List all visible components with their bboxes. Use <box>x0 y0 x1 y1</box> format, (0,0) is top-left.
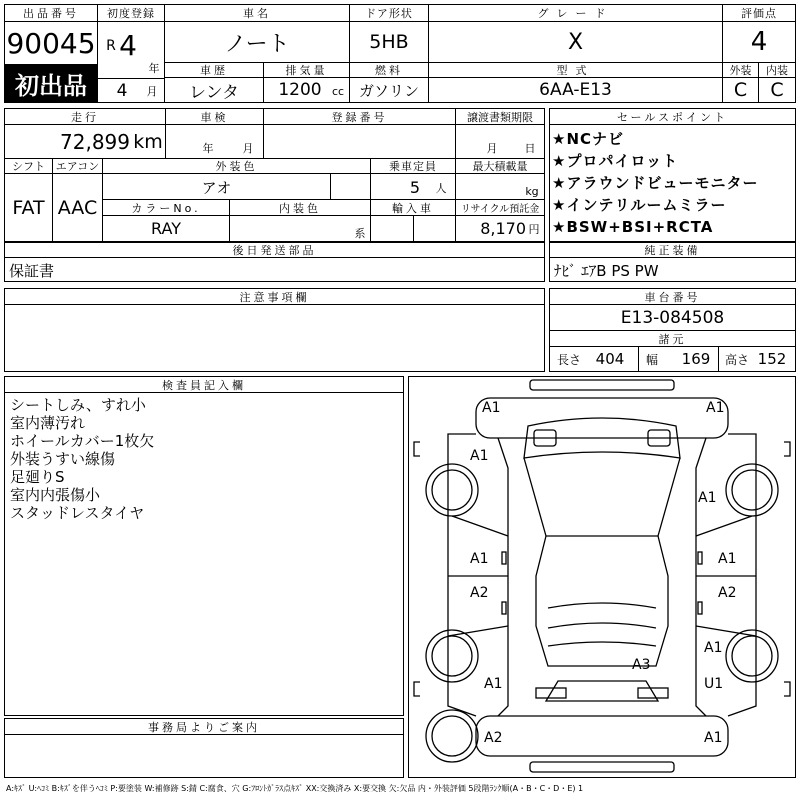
damage-mark: A1 <box>718 551 737 567</box>
displacement-unit: cc <box>331 84 345 98</box>
mileage-value: 72,899 <box>60 130 130 154</box>
seats-value: 5 <box>409 177 421 197</box>
shift-value: FAT <box>12 197 45 219</box>
fuel-label: 燃料 <box>350 63 428 78</box>
sales-point: ★プロパイロット <box>552 152 679 170</box>
exterior-grade: C <box>733 79 748 101</box>
inspector-note: 足廻りS <box>10 468 65 486</box>
transfer-month: 月 <box>486 142 498 155</box>
seats-label: 乗車定員 <box>371 159 455 174</box>
load-unit: kg <box>525 184 539 198</box>
ac-value: AAC <box>57 197 98 219</box>
legend: A:ｷｽﾞ U:ﾍｺﾐ B:ｷｽﾞを伴うﾍｺﾐ P:要塗装 W:補修跡 S:錆 C:腐食、穴 G:ﾌﾛﾝﾄｶﾞﾗｽ点ｷｽﾞ XX:交換済み X:要交換 欠:欠品 内・外装評価 5段階ﾗﾝｸ順(A・B・C・D・E) 1 <box>6 783 584 793</box>
history-label: 車歴 <box>165 63 263 78</box>
inspector-note: 外装うすい線傷 <box>10 450 116 468</box>
dims-label: 諸元 <box>550 331 795 346</box>
length-value: 404 <box>595 350 625 368</box>
interior-color-unit: 系 <box>354 227 366 240</box>
history-value: レンタ <box>189 82 239 102</box>
damage-mark: A2 <box>484 730 503 746</box>
width-value: 169 <box>681 350 711 368</box>
registration-year: 4 <box>119 28 137 62</box>
inspection-month: 月 <box>242 142 254 155</box>
caution-label: 注意事項欄 <box>5 289 544 305</box>
inspection-year: 年 <box>202 142 214 155</box>
equipment-value: ﾅﾋﾞ ｴｱB PS PW <box>554 261 659 280</box>
sales-point: ★BSW+BSI+RCTA <box>552 218 714 236</box>
inspector-note: スタッドレスタイヤ <box>10 504 145 522</box>
load-label: 最大積載量 <box>456 159 544 174</box>
damage-mark: A1 <box>706 400 725 416</box>
chassis-number: E13-084508 <box>620 308 725 328</box>
damage-mark: A1 <box>470 551 489 567</box>
damage-mark: A1 <box>698 490 717 506</box>
first-listing-badge: 初出品 <box>5 64 97 102</box>
door-type: 5HB <box>369 31 409 53</box>
registration-era: R <box>106 38 116 54</box>
inspector-note: シートしみ、すれ小 <box>10 396 146 414</box>
model-value: 6AA-E13 <box>539 80 612 100</box>
month-unit: 月 <box>146 85 158 98</box>
sales-point: ★アラウンドビューモニター <box>552 174 759 192</box>
damage-mark: A1 <box>484 676 503 692</box>
inspector-notes <box>10 396 400 522</box>
equipment-label: 純正装備 <box>550 243 795 258</box>
inspection-label: 車検 <box>166 109 263 125</box>
model-label: 型式 <box>429 63 722 78</box>
interior-grade: C <box>770 79 784 101</box>
height-value: 152 <box>757 350 787 368</box>
fuel-value: ガソリン <box>358 81 419 100</box>
car-name: ノート <box>224 31 290 57</box>
damage-mark: A1 <box>704 640 723 656</box>
recycle-unit: 円 <box>528 223 540 236</box>
lot-number: 90045 <box>6 26 96 60</box>
sales-point: ★インテリルームミラー <box>552 196 727 214</box>
transfer-day: 日 <box>524 142 536 155</box>
damage-mark: A1 <box>482 400 501 416</box>
seats-unit: 人 <box>435 182 447 195</box>
mileage-label: 走行 <box>5 109 165 125</box>
exterior-label: 外装 <box>723 63 758 78</box>
lot-label: 出品番号 <box>5 5 97 22</box>
office-label: 事務局よりご案内 <box>5 719 403 735</box>
ac-label: エアコン <box>53 159 102 174</box>
grade-label: グレード <box>429 5 722 22</box>
color-number-label: カラーNo. <box>103 200 229 215</box>
displacement-value: 1200 <box>278 80 322 100</box>
color-value: アオ <box>201 178 232 197</box>
inspector-note: 室内薄汚れ <box>10 414 86 432</box>
later-parts-label: 後日発送部品 <box>5 243 544 258</box>
recycle-label: リサイクル預託金 <box>456 200 544 215</box>
width-label: 幅 <box>645 352 658 367</box>
interior-color-label: 内装色 <box>230 200 370 215</box>
regno-label: 登録番号 <box>264 109 455 125</box>
inspector-label: 検査員記入欄 <box>5 377 403 393</box>
chassis-label: 車台番号 <box>550 289 795 305</box>
height-label: 高さ <box>724 352 749 367</box>
damage-mark: A1 <box>704 730 723 746</box>
mileage-unit: km <box>133 131 163 153</box>
later-parts-value: 保証書 <box>9 261 55 280</box>
score-value: 4 <box>750 27 768 57</box>
import-label: 輸入車 <box>371 200 455 215</box>
color-label: 外装色 <box>103 159 370 174</box>
score-label: 評価点 <box>723 5 795 22</box>
year-unit: 年 <box>148 62 160 75</box>
damage-mark: A1 <box>470 448 489 464</box>
grade-value: X <box>567 29 584 55</box>
damage-mark: A2 <box>470 585 489 601</box>
shift-label: シフト <box>5 159 52 174</box>
inspector-note: ホイールカバー1枚欠 <box>10 432 155 450</box>
damage-mark: A2 <box>718 585 737 601</box>
sales-points-list <box>552 128 794 238</box>
displacement-label: 排気量 <box>264 63 349 78</box>
sales-point: ★NCナビ <box>552 130 625 148</box>
recycle-value: 8,170 <box>480 219 526 238</box>
sales-points-label: セールスポイント <box>550 109 795 125</box>
registration-month: 4 <box>116 80 128 101</box>
registration-label: 初度登録 <box>98 5 164 22</box>
color-number-value: RAY <box>151 219 181 238</box>
inspector-note: 室内内張傷小 <box>10 486 101 504</box>
car-diagram <box>408 376 796 778</box>
door-label: ドア形状 <box>350 5 428 22</box>
transfer-label: 譲渡書類期限 <box>456 109 544 125</box>
length-label: 長さ <box>556 352 581 367</box>
damage-mark: U1 <box>704 676 724 692</box>
interior-label: 内装 <box>759 63 795 78</box>
car-name-label: 車名 <box>165 5 349 22</box>
damage-mark: A3 <box>632 657 651 673</box>
